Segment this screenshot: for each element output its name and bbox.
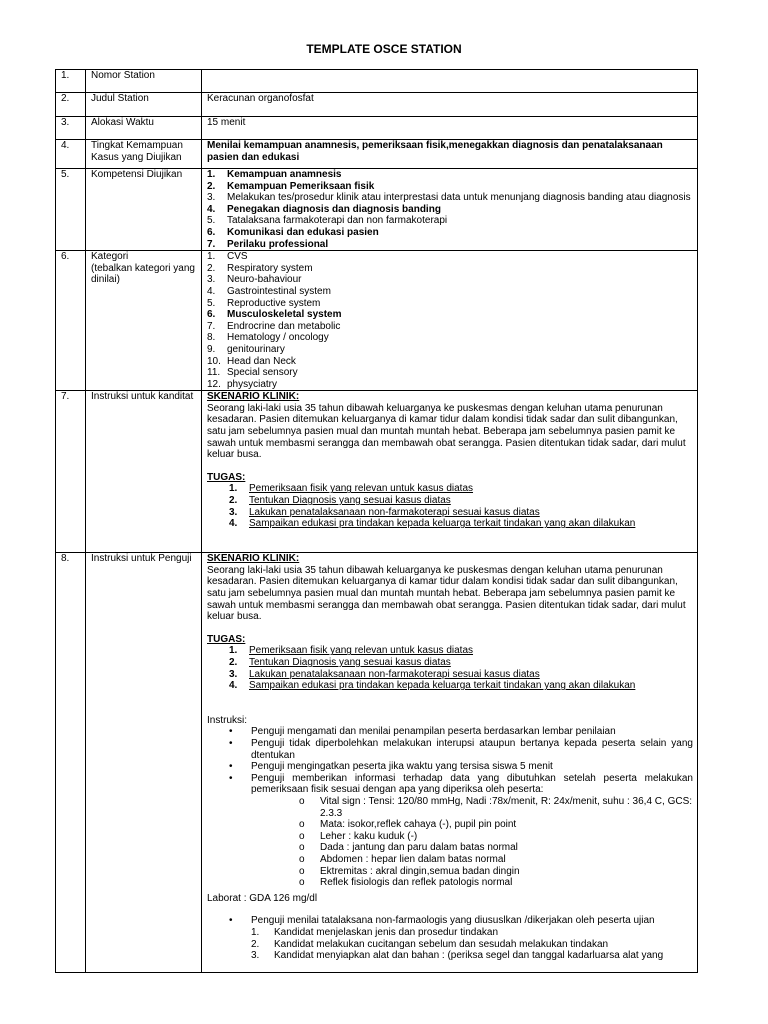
row-number: 1. (56, 70, 86, 93)
item-text: Reproductive system (227, 297, 321, 309)
item-text: Kandidat menjelaskan jenis dan prosedur tindakan (274, 926, 499, 938)
row-label: Tingkat Kemampuan Kasus yang Diujikan (86, 140, 202, 169)
kandidat-instructions-cell (202, 391, 698, 553)
row-number: 8. (56, 553, 86, 973)
item-text: Penguji mengingatkan peserta jika waktu yang tersisa siswa 5 menit (251, 761, 553, 773)
item-text: Kemampuan Pemeriksaan fisik (227, 180, 375, 192)
kategori-list (207, 251, 693, 390)
table-row (56, 70, 698, 93)
item-number: 12. (207, 378, 221, 390)
item-text: Neuro-bahaviour (227, 274, 302, 286)
item-number: 2. (229, 495, 238, 507)
item-text: Penguji memberikan informasi terhadap data yang dibutuhkan setelah peserta melakukan pemeriksaan fisik sesuai dengan apa yang diperiksa oleh peserta: (251, 772, 693, 796)
list-item (207, 298, 693, 310)
item-text: Sampaikan edukasi pra tindakan kepada keluarga terkait tindakan yang akan dilakukan (249, 518, 636, 530)
item-text: Pemeriksaan fisik yang relevan untuk kasus diatas (249, 645, 474, 657)
item-text: Melakukan tes/prosedur klinik atau interprestasi data untuk menunjang diagnosis banding atau diagnosis (227, 192, 691, 204)
item-number: 4. (229, 680, 238, 692)
item-text: Sampaikan edukasi pra tindakan kepada keluarga terkait tindakan yang akan dilakukan (249, 680, 636, 692)
kompetensi-cell (202, 169, 698, 251)
circle-bullet-icon: o (299, 830, 305, 842)
bullet-icon: • (229, 726, 233, 738)
circle-bullet-icon: o (299, 865, 305, 877)
list-item (207, 379, 693, 391)
instruksi-list (207, 726, 693, 796)
item-text: Komunikasi dan edukasi pasien (227, 226, 379, 238)
item-text: genitourinary (227, 343, 285, 355)
item-text: physyciatry (227, 378, 278, 390)
list-item (207, 169, 693, 181)
list-item (207, 773, 693, 796)
item-text: Abdomen : hepar lien dalam batas normal (320, 853, 506, 865)
list-item (207, 274, 693, 286)
laborat-text: Laborat : GDA 126 mg/dl (207, 892, 318, 904)
instruksi-label: Instruksi: (207, 714, 248, 726)
item-number: 1. (251, 926, 260, 938)
item-text: Ektremitas : akral dingin,semua badan dingin (320, 865, 520, 877)
item-number: 1. (207, 251, 216, 263)
row-value: Menilai kemampuan anamnesis, pemeriksaan fisik,menegakkan diagnosis dan penatalaksanaan pasien dan edukasi (202, 140, 698, 169)
item-number: 8. (207, 332, 216, 344)
item-text: Mata: isokor,reflek cahaya (-), pupil pin point (320, 819, 517, 831)
item-text: Reflek fisiologis dan reflek patologis normal (320, 877, 513, 889)
item-number: 1. (229, 483, 238, 495)
item-text: Tatalaksana farmakoterapi dan non farmakoterapi (227, 215, 448, 227)
item-number: 7. (207, 320, 216, 332)
list-item (207, 215, 693, 227)
item-number: 3. (229, 668, 238, 680)
item-number: 4. (207, 203, 216, 215)
item-number: 2. (251, 938, 260, 950)
skenario-text: Seorang laki-laki usia 35 tahun dibawah keluarganya ke puskesmas dengan keluhan utama penurunan kesadaran. Pasien ditemukan keluarganya di kamar tidur dalam kondisi tidak sadar dan sulit dibangunkan, satu jam sebelumnya pasien mual dan muntah muntah hebat. Beberapa jam sebelumnya pasien pamit ke sawah untuk membasmi serangga dan membawah obat serangga. Pasien ditentukan tidak sadar, dari mulut keluar busa. (207, 402, 686, 461)
list-item (207, 842, 693, 854)
tatalaksana-bullet (207, 915, 693, 927)
list-item (207, 915, 693, 927)
item-text: Penguji mengamati dan menilai penampilan peserta berdasarkan lembar penilaian (251, 726, 616, 738)
penguji-instructions-cell (202, 553, 698, 973)
kompetensi-list (207, 169, 693, 250)
row-value: 15 menit (202, 117, 698, 140)
skenario-text: Seorang laki-laki usia 35 tahun dibawah keluarganya ke puskesmas dengan keluhan utama penurunan kesadaran. Pasien ditemukan keluarganya di kamar tidur dalam kondisi tidak sadar dan sulit dibangunkan, satu jam sebelumnya pasien mual dan muntah muntah hebat. Beberapa jam sebelumnya pasien pamit ke sawah untuk membasmi serangga dan membawah obat serangga. Pasien ditentukan tidak sadar, dari mulut keluar busa. (207, 564, 686, 623)
circle-bullet-icon: o (299, 795, 305, 807)
list-item (207, 819, 693, 831)
list-item (207, 854, 693, 866)
circle-bullet-icon: o (299, 819, 305, 831)
tatalaksana-intro: Penguji menilai tatalaksana non-farmaologis yang diususlkan /dikerjakan oleh peserta ujian (251, 915, 655, 927)
pemeriksaan-list (207, 796, 693, 889)
tatalaksana-list (207, 927, 693, 962)
row-label: Judul Station (86, 93, 202, 117)
item-number: 3. (207, 274, 216, 286)
row-number: 2. (56, 93, 86, 117)
item-text: Kemampuan anamnesis (227, 169, 342, 180)
list-item (207, 831, 693, 843)
item-text: Pemeriksaan fisik yang relevan untuk kasus diatas (249, 483, 474, 495)
row-label: Instruksi untuk kanditat (86, 391, 202, 553)
tugas-heading: TUGAS: (207, 633, 246, 645)
item-text: Gastrointestinal system (227, 285, 331, 297)
row-label: Instruksi untuk Penguji (86, 553, 202, 973)
row-number: 5. (56, 169, 86, 251)
item-number: 10. (207, 355, 221, 367)
osce-station-table (55, 69, 698, 973)
skenario-heading: SKENARIO KLINIK: (207, 391, 300, 403)
list-item (207, 939, 693, 951)
list-item (207, 507, 693, 519)
item-number: 4. (229, 518, 238, 530)
list-item (207, 927, 693, 939)
list-item (207, 738, 693, 761)
list-item (207, 239, 693, 251)
table-row (56, 391, 698, 553)
list-item (207, 192, 693, 204)
list-item (207, 263, 693, 275)
row-label: Kategori (tebalkan kategori yang dinilai) (86, 251, 202, 391)
list-item (207, 796, 693, 819)
item-number: 3. (251, 950, 260, 962)
list-item (207, 657, 693, 669)
table-row (56, 117, 698, 140)
list-item (207, 726, 693, 738)
list-item (207, 286, 693, 298)
list-item (207, 251, 693, 263)
table-row (56, 553, 698, 973)
list-item (207, 866, 693, 878)
item-text: Dada : jantung dan paru dalam batas normal (320, 842, 518, 854)
item-number: 1. (207, 169, 216, 180)
kategori-cell (202, 251, 698, 391)
item-text: Lakukan penatalaksanaan non-farmakoterapi sesuai kasus diatas (249, 668, 540, 680)
list-item (207, 669, 693, 681)
circle-bullet-icon: o (299, 853, 305, 865)
tugas-heading: TUGAS: (207, 471, 246, 483)
item-text: Perilaku professional (227, 238, 329, 250)
list-item (207, 181, 693, 193)
item-text: CVS (227, 251, 248, 263)
row-number: 7. (56, 391, 86, 553)
bullet-icon: • (229, 761, 233, 773)
list-item (207, 518, 693, 530)
item-text: Tentukan Diagnosis yang sesuai kasus diatas (249, 657, 451, 669)
list-item (207, 344, 693, 356)
item-number: 6. (207, 226, 216, 238)
item-text: Respiratory system (227, 262, 313, 274)
item-text: Kandidat melakukan cucitangan sebelum dan sesudah melakukan tindakan (274, 938, 609, 950)
bullet-icon: • (229, 738, 233, 749)
list-item (207, 645, 693, 657)
item-number: 11. (207, 367, 221, 379)
item-number: 3. (229, 506, 238, 518)
circle-bullet-icon: o (299, 842, 305, 854)
tugas-list (207, 645, 693, 691)
skenario-heading: SKENARIO KLINIK: (207, 553, 300, 565)
table-row (56, 93, 698, 117)
bullet-icon: • (229, 915, 233, 927)
list-item (207, 356, 693, 368)
row-label: Kompetensi Diujikan (86, 169, 202, 251)
list-item (207, 309, 693, 321)
list-item (207, 495, 693, 507)
list-item (207, 680, 693, 692)
item-number: 5. (207, 215, 216, 227)
item-number: 2. (229, 657, 238, 669)
item-number: 7. (207, 238, 216, 250)
item-number: 9. (207, 343, 216, 355)
bullet-icon: • (229, 772, 233, 784)
item-text: Hematology / oncology (227, 332, 329, 344)
item-text: Penegakan diagnosis dan diagnosis banding (227, 203, 441, 215)
tugas-list (207, 483, 693, 529)
list-item (207, 950, 693, 962)
item-number: 2. (207, 180, 216, 192)
item-text: Lakukan penatalaksanaan non-farmakoterapi sesuai kasus diatas (249, 506, 540, 518)
item-number: 4. (207, 285, 216, 297)
row-number: 4. (56, 140, 86, 169)
row-label: Nomor Station (86, 70, 202, 93)
table-row (56, 140, 698, 169)
item-text: Kandidat menyiapkan alat dan bahan : (periksa segel dan tanggal kadarluarsa alat yang (274, 950, 664, 962)
list-item (207, 367, 693, 379)
item-text: Musculoskeletal system (227, 309, 342, 321)
row-number: 6. (56, 251, 86, 391)
table-row (56, 251, 698, 391)
item-text: Endrocrine dan metabolic (227, 320, 341, 332)
list-item (207, 877, 693, 889)
item-text: Head dan Neck (227, 355, 296, 367)
row-value: Keracunan organofosfat (202, 93, 698, 117)
row-value (202, 70, 698, 93)
list-item (207, 321, 693, 333)
item-number: 5. (207, 297, 216, 309)
list-item (207, 227, 693, 239)
document-title: TEMPLATE OSCE STATION (306, 42, 462, 56)
item-number: 6. (207, 309, 216, 321)
item-text: Vital sign : Tensi: 120/80 mmHg, Nadi :78x/menit, R: 24x/menit, suhu : 36,4 C, GCS: 2.3.3 (320, 795, 693, 819)
row-number: 3. (56, 117, 86, 140)
list-item (207, 761, 693, 773)
list-item (207, 483, 693, 495)
row-label: Alokasi Waktu (86, 117, 202, 140)
item-number: 2. (207, 262, 216, 274)
item-text: Leher : kaku kuduk (-) (320, 830, 418, 842)
circle-bullet-icon: o (299, 877, 305, 889)
item-number: 3. (207, 192, 216, 204)
table-row (56, 169, 698, 251)
item-text: Penguji tidak diperbolehkan melakukan interupsi ataupun bertanya kepada peserta selain yang dtentukan (251, 738, 693, 761)
list-item (207, 332, 693, 344)
item-text: Special sensory (227, 367, 298, 379)
item-number: 1. (229, 645, 238, 657)
list-item (207, 204, 693, 216)
item-text: Tentukan Diagnosis yang sesuai kasus diatas (249, 495, 451, 507)
